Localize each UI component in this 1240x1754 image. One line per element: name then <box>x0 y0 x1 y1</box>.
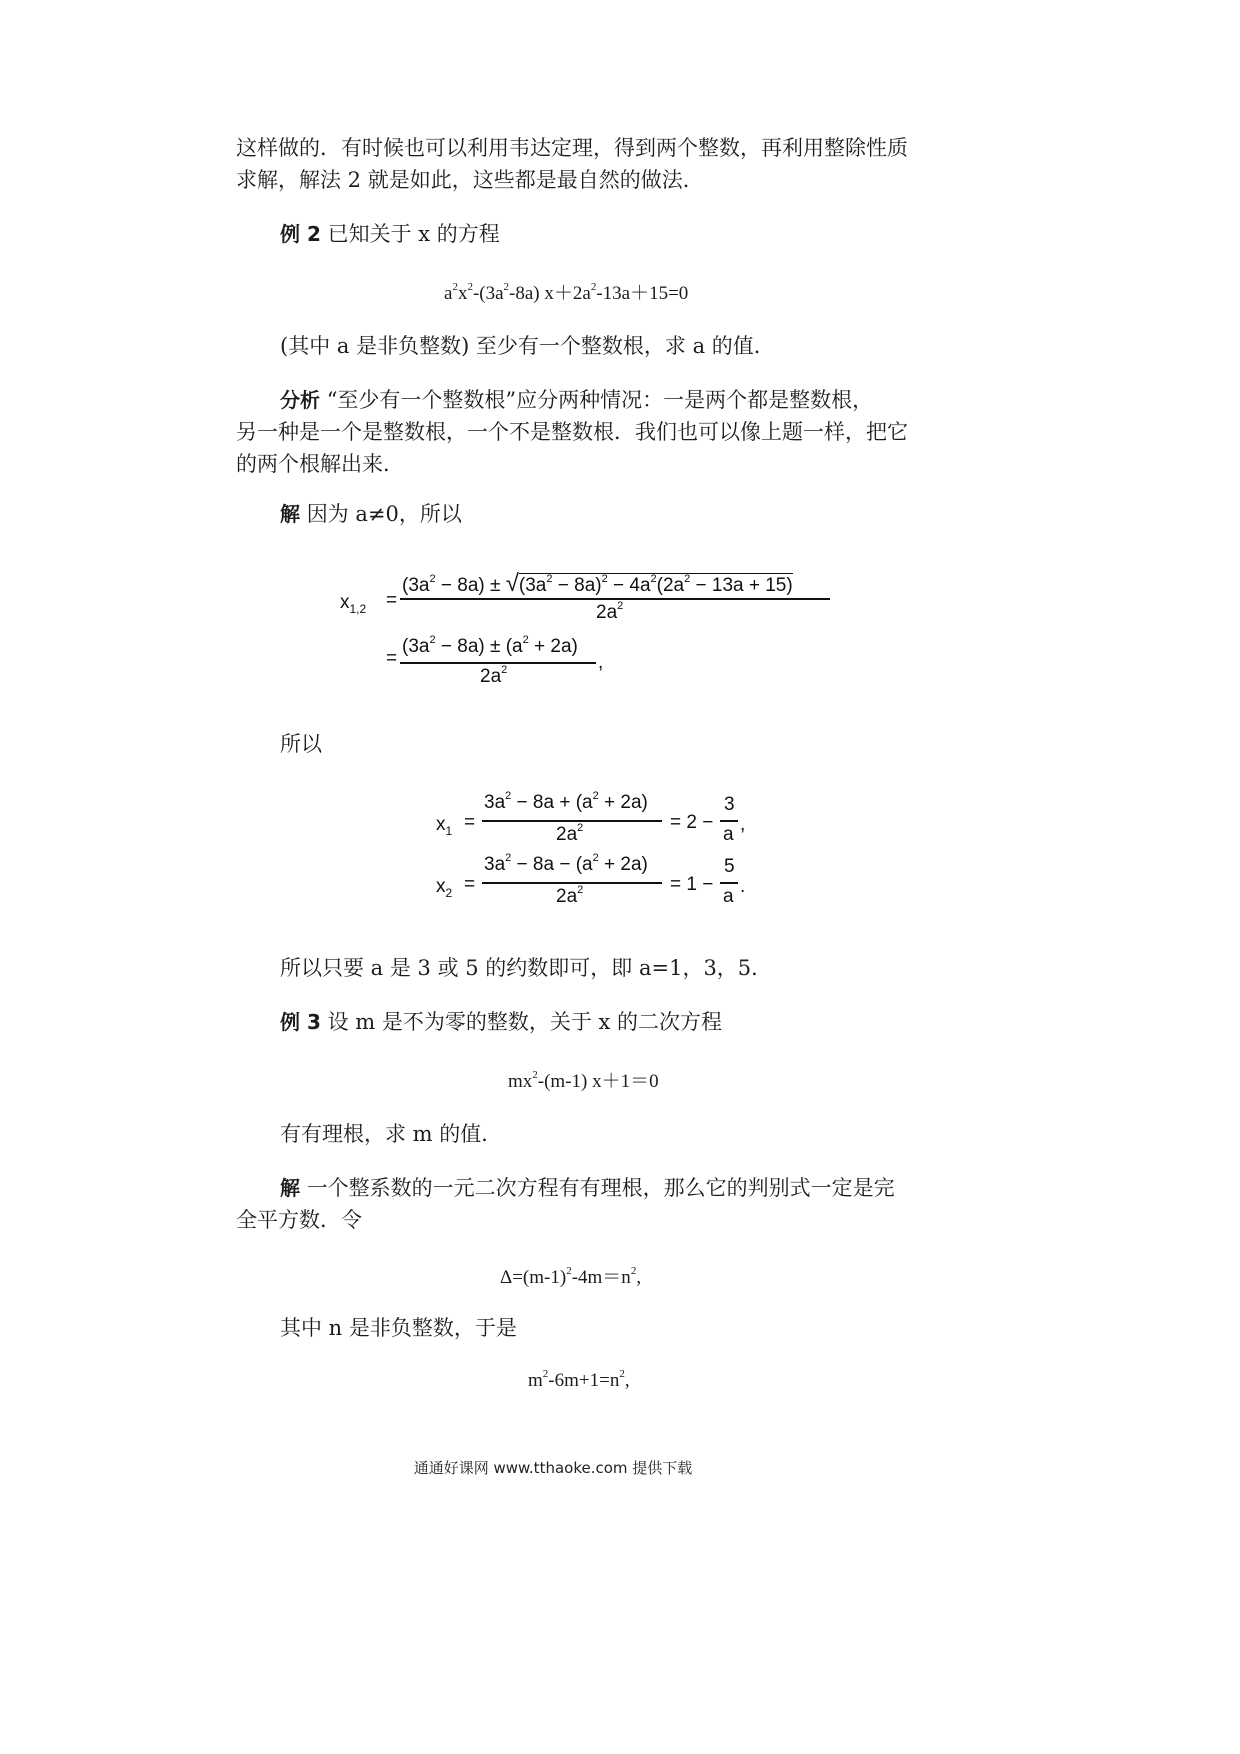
numerator: $(3a^2 - 8a) \pm (a^2 + 2a)$ <box>402 634 578 657</box>
solution-label: 解 <box>280 502 300 526</box>
so-text: 所以 <box>280 732 322 756</box>
example-label: 例 3 <box>280 1010 321 1034</box>
solution-line: 解 因为 a≠0，所以 <box>280 502 462 526</box>
equation-3: $\Delta=(m-1)^2-4m=n^2$, <box>500 1265 642 1288</box>
fraction-bar <box>400 598 830 600</box>
analysis-label: 分析 <box>280 388 320 412</box>
conclusion-text: 所以只要 a 是 3 或 5 的约数即可，即 a=1，3，5． <box>280 956 773 980</box>
numerator: $(3a^2 - 8a) \pm √(3a^2 - 8a)^2 - 4a^2(2a^2 - 13a + 15)$ <box>402 570 793 597</box>
paragraph-line: 这样做的．有时候也可以利用韦达定理，得到两个整数，再利用整除性质 <box>236 136 908 160</box>
equation-4: $m^2-6m+1=n^2$, <box>528 1368 630 1391</box>
analysis-line: 的两个根解出来． <box>236 452 404 476</box>
example-2-heading <box>280 220 500 248</box>
solution-line: 解 一个整系数的一元二次方程有有理根，那么它的判别式一定是完 <box>280 1176 895 1200</box>
solution-label: 解 <box>280 1176 300 1200</box>
solution-line: 全平方数．令 <box>236 1208 362 1232</box>
fraction-bar <box>400 662 596 664</box>
example-3-heading: 例 3 设 m 是不为零的整数，关于 x 的二次方程 <box>280 1010 723 1034</box>
page-footer: 通通好课网 www.tthaoke.com 提供下载 <box>413 1459 693 1477</box>
example-text: 已知关于 x 的方程 <box>327 222 500 246</box>
paragraph-line: 求解，解法 2 就是如此，这些都是最自然的做法． <box>236 168 704 192</box>
question-text: 有有理根，求 m 的值． <box>280 1122 503 1146</box>
roots-block: $x_1$ = $3a^2 - 8a + (a^2 + 2a)$ $2a^2$ = 2 − 3 a , $x_2$ = $3a^2 - 8a - (a^2 + 2a)$ $2a^2$ = 1 − 5 a . <box>436 790 746 907</box>
example-label: 例 2 <box>280 222 321 246</box>
analysis-line: 分析 “至少有一个整数根”应分两种情况：一是两个都是整数根， <box>280 388 874 412</box>
analysis-line: 另一种是一个是整数根，一个不是整数根．我们也可以像上题一样，把它 <box>236 420 908 444</box>
x12-lhs: $x_{1,2}$ <box>340 592 367 616</box>
equation-1: $a^2x^2-(3a^2-8a)$ $x+2a^2-13a+15=0$ <box>444 281 689 304</box>
equation-2: $mx^2-(m-1)$ x＋1＝0 <box>508 1069 659 1092</box>
quadratic-formula-block: $x_{1,2}$ = $(3a^2 - 8a) \pm √(3a^2 - 8a)^2 - 4a^2(2a^2 - 13a + 15)$ $2a^2$ = $(3a^2 - 8a) \pm (a^2 + 2a)$ $2a^2$ , <box>340 560 840 695</box>
where-text: 其中 n 是非负整数，于是 <box>280 1316 517 1340</box>
denominator: $2a^2$ <box>596 600 624 623</box>
denominator: $2a^2$ <box>480 664 508 687</box>
condition-text: (其中 a 是非负整数) 至少有一个整数根，求 a 的值． <box>280 334 775 358</box>
